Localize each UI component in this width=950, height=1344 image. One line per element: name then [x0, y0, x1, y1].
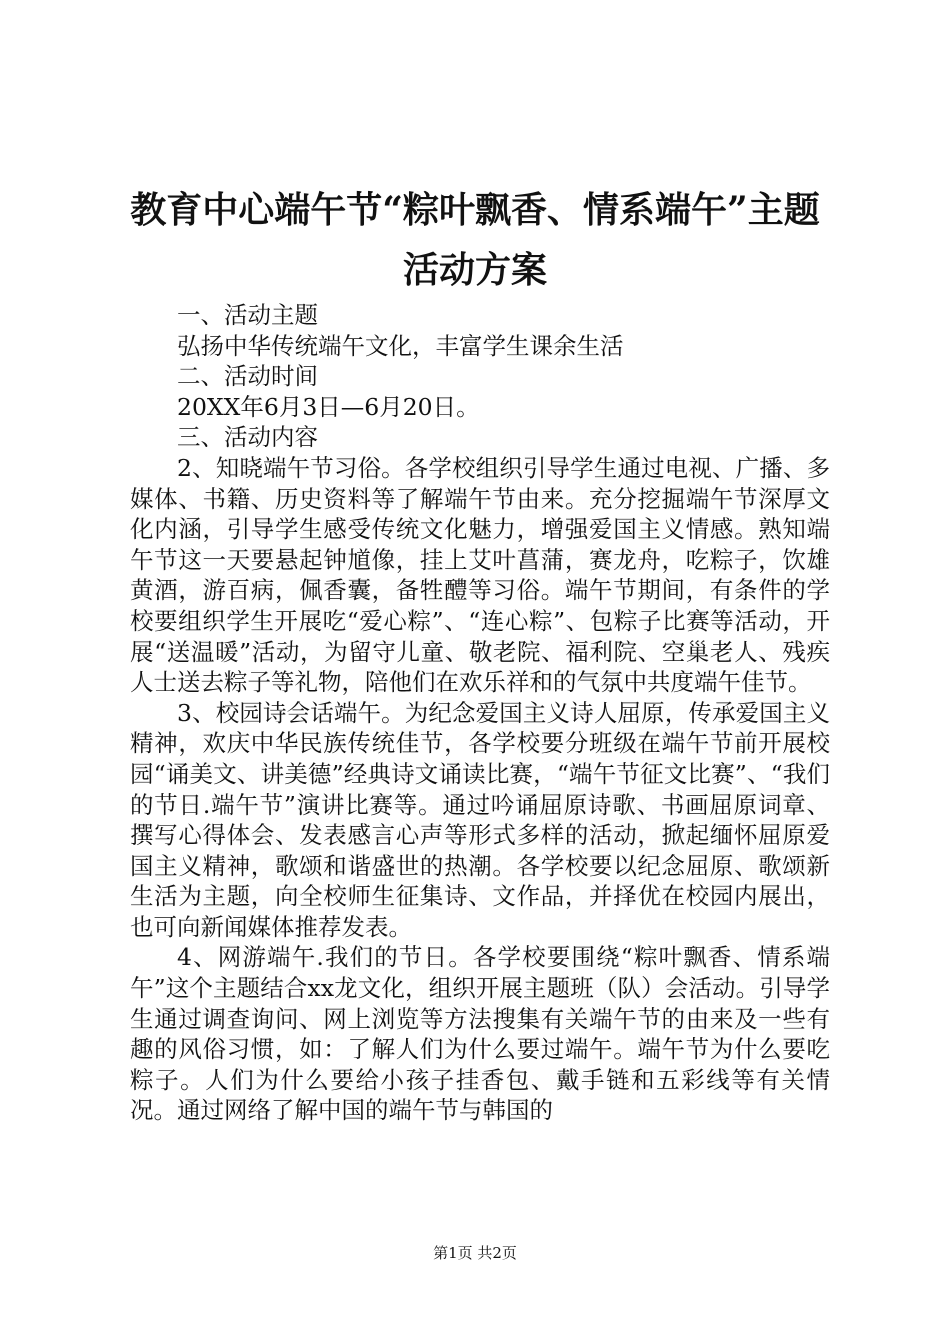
- paragraph-item-4: 4、网游端午.我们的节日。各学校要围绕“粽叶飘香、情系端午”这个主题结合xx龙文化，组织开展主题班（队）会活动。引导学生通过调查询问、网上浏览等方法搜集有关端午节的由来及一些有趣的风俗习惯，如：了解人们为什么要过端午。端午节为什么要吃粽子。人们为什么要给小孩子挂香包、戴手链和五彩线等有关情况。通过网络了解中国的端午节与韩国的: [130, 943, 830, 1125]
- section-heading-theme: 一、活动主题: [177, 301, 318, 329]
- document-title-line-2: 活动方案: [402, 249, 547, 291]
- paragraph-time: 20XX年6月3日—6月20日。: [177, 392, 480, 421]
- document-body: [130, 300, 830, 1126]
- document-title-line-1: 教育中心端午节“粽叶飘香、情系端午”主题: [130, 189, 820, 231]
- page-footer: 第1页 共2页: [433, 1244, 517, 1262]
- section-heading-time: 二、活动时间: [177, 362, 318, 391]
- paragraph-item-2: 2、知晓端午节习俗。各学校组织引导学生通过电视、广播、多媒体、书籍、历史资料等了解端午节由来。充分挖掘端午节深厚文化内涵，引导学生感受传统文化魅力，增强爱国主义情感。熟知端午节这一天要悬起钟馗像，挂上艾叶菖蒲，赛龙舟，吃粽子，饮雄黄酒，游百病，佩香囊，备牲醴等习俗。端午节期间，有条件的学校要组织学生开展吃“爱心粽”、“连心粽”、包粽子比赛等活动，开展“送温暖”活动，为留守儿童、敬老院、福利院、空巢老人、残疾人士送去粽子等礼物，陪他们在欢乐祥和的气氛中共度端午佳节。: [130, 453, 830, 697]
- paragraph-theme: 弘扬中华传统端午文化，丰富学生课余生活: [177, 331, 624, 360]
- paragraph-item-3: 3、校园诗会话端午。为纪念爱国主义诗人屈原，传承爱国主义精神，欢庆中华民族传统佳节，各学校要分班级在端午节前开展校园“诵美文、讲美德”经典诗文诵读比赛，“端午节征文比赛”、“我们的节日.端午节”演讲比赛等。通过吟诵屈原诗歌、书画屈原词章、撰写心得体会、发表感言心声等形式多样的活动，掀起缅怀屈原爱国主义精神，歌颂和谐盛世的热潮。各学校要以纪念屈原、歌颂新生活为主题，向全校师生征集诗、文作品，并择优在校园内展出，也可向新闻媒体推荐发表。: [130, 698, 830, 941]
- section-heading-content: 三、活动内容: [177, 423, 318, 452]
